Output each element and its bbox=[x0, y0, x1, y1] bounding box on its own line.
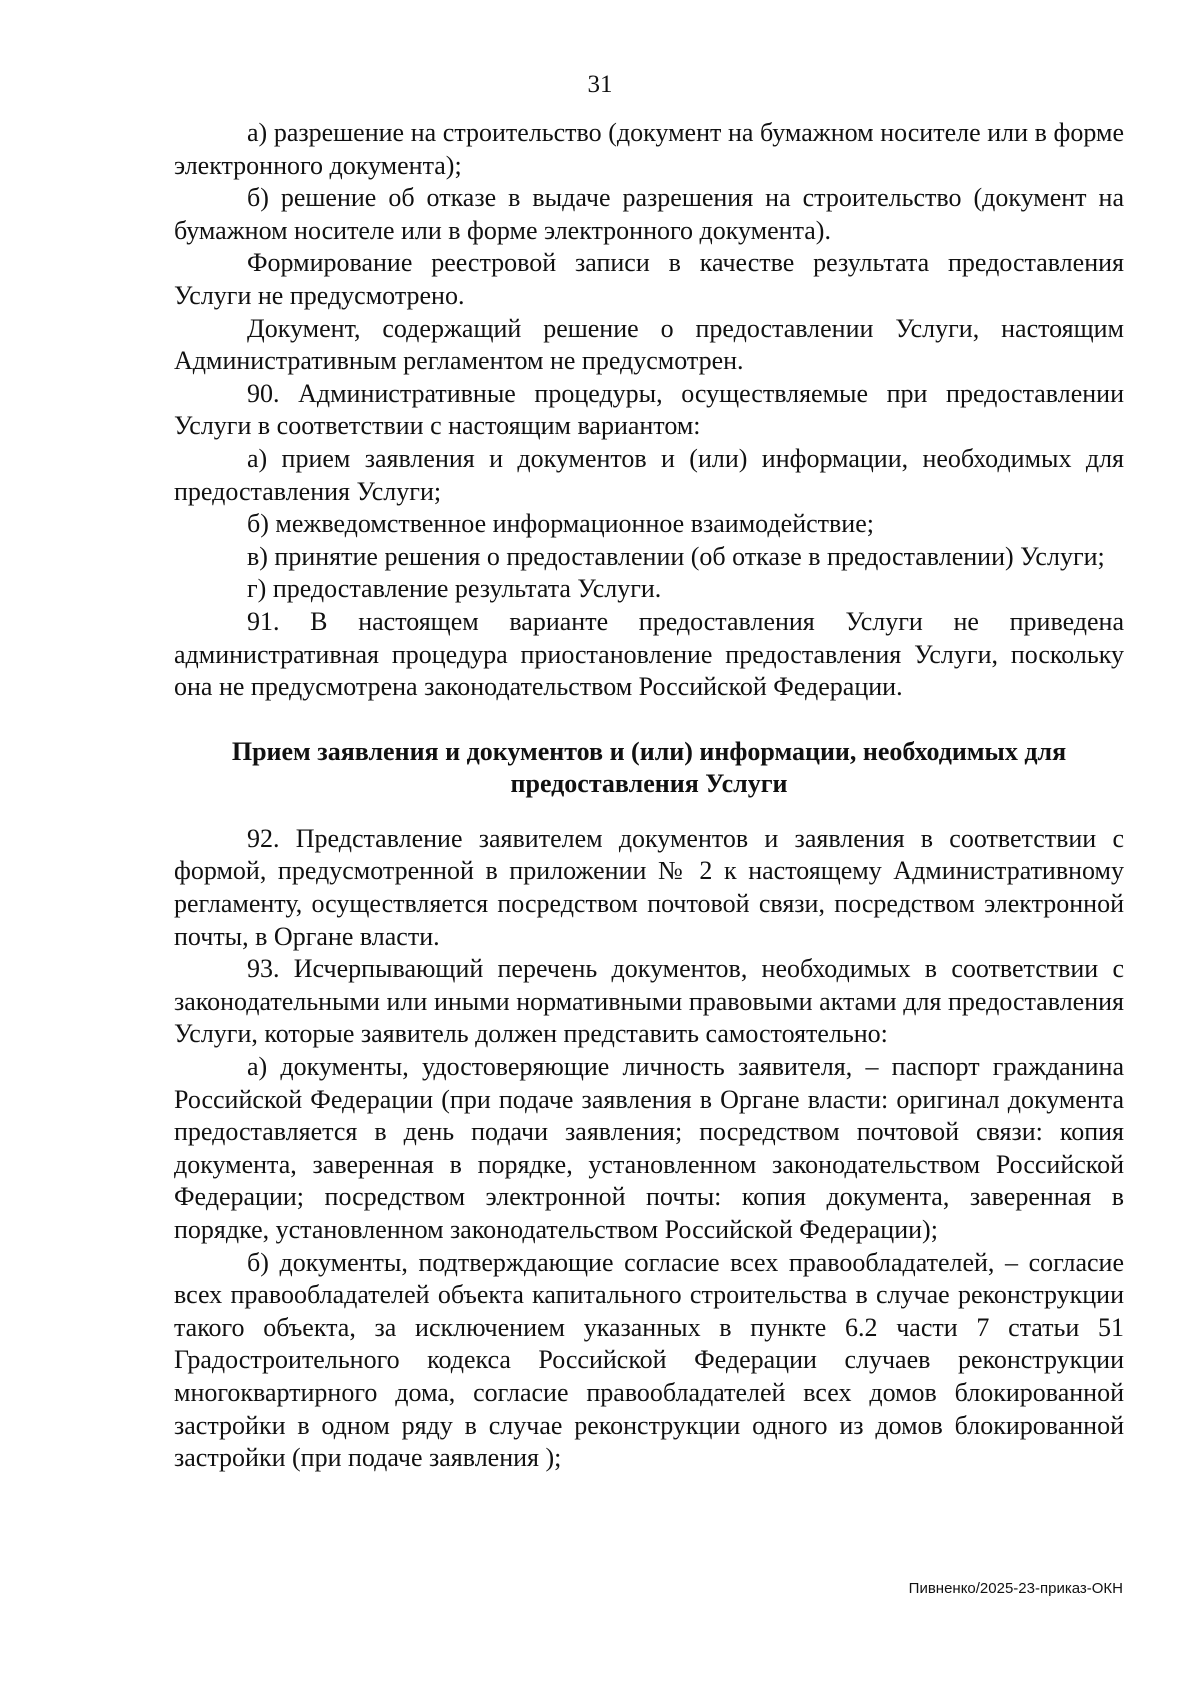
document-body bbox=[174, 117, 1124, 1475]
paragraph: а) прием заявления и документов и (или) информации, необходимых для предоставления Услуги; bbox=[174, 443, 1124, 506]
paragraph: Формирование реестровой записи в качестве результата предоставления Услуги не предусмотрено. bbox=[174, 248, 1124, 310]
paragraph: в) принятие решения о предоставлении (об отказе в предоставлении) Услуги; bbox=[247, 541, 1105, 571]
paragraph: а) разрешение на строительство (документ на бумажном носителе или в форме электронного документа); bbox=[174, 118, 1124, 180]
paragraph: б) документы, подтверждающие согласие всех правообладателей, – согласие всех правообладателей объекта капитального строительства в случае реконструкции такого объекта, за исключением указанных в пункте 6.2 части 7 статьи 51 Градостроительного кодекса Российской Федерации случаев реконструкции многоквартирного дома, согласие правообладателей всех домов блокированной застройки в одном ряду в случае реконструкции одного из домов блокированной застройки (при подаче заявления ); bbox=[174, 1247, 1124, 1473]
paragraph: 91. В настоящем варианте предоставления Услуги не приведена административная процедура приостановление предоставления Услуги, поскольку она не предусмотрена законодательством Российской Федерации. bbox=[174, 606, 1124, 702]
paragraph: г) предоставление результата Услуги. bbox=[247, 574, 662, 604]
paragraph: б) решение об отказе в выдаче разрешения на строительство (документ на бумажном носителе или в форме электронного документа). bbox=[174, 183, 1124, 245]
paragraph: 93. Исчерпывающий перечень документов, необходимых в соответствии с законодательными или иными нормативными правовыми актами для предоставления Услуги, которые заявитель должен представить самостоятельно: bbox=[174, 954, 1124, 1049]
paragraph: 90. Административные процедуры, осуществляемые при предоставлении Услуги в соответствии с настоящим вариантом: bbox=[174, 378, 1124, 441]
page-number: 31 bbox=[587, 71, 613, 98]
footer-document-code: Пивненко/2025-23-приказ-ОКН bbox=[908, 1580, 1123, 1597]
paragraph: Документ, содержащий решение о предоставлении Услуги, настоящим Административным регламентом не предусмотрен. bbox=[174, 313, 1124, 376]
paragraph: 92. Представление заявителем документов и заявления в соответствии с формой, предусмотренной в приложении № 2 к настоящему Административному регламенту, осуществляется посредством почтовой связи, посредством электронной почты, в Органе власти. bbox=[174, 823, 1124, 951]
paragraph: а) документы, удостоверяющие личность заявителя, – паспорт гражданина Российской Федерации (при подаче заявления в Органе власти: оригинал документа предоставляется в день подачи заявления; посредством почтовой связи: копия документа, заверенная в порядке, установленном законодательством Российской Федерации; посредством электронной почты: копия документа, заверенная в порядке, установленном законодательством Российской Федерации); bbox=[174, 1052, 1124, 1244]
section-heading: Прием заявления и документов и (или) информации, необходимых для предоставления Услуги bbox=[231, 736, 1067, 799]
paragraph: б) межведомственное информационное взаимодействие; bbox=[247, 509, 874, 539]
